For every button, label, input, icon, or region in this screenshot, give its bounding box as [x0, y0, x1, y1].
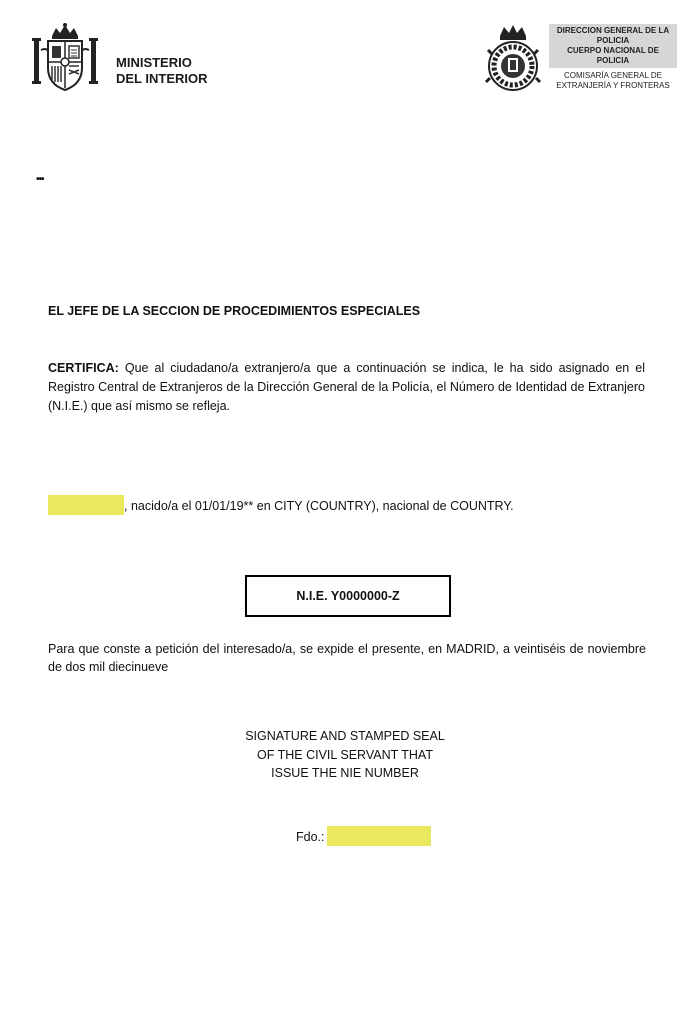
agency-line-2: POLICIA	[596, 36, 630, 45]
petition-paragraph: Para que conste a petición del interesado/a, se expide el presente, en MADRID, a veintiséis de noviembre de dos mil diecinueve	[48, 642, 646, 674]
ministry-line-2: DEL INTERIOR	[116, 71, 208, 86]
certifica-label: CERTIFICA:	[48, 361, 119, 375]
agency-sub-line-2: EXTRANJERÍA Y FRONTERAS	[556, 81, 670, 90]
signed-by-line	[296, 829, 431, 846]
agency-sub-line-1: COMISARÍA GENERAL DE	[564, 71, 662, 80]
reference-dots: •••	[36, 174, 44, 185]
birth-text: , nacido/a el 01/01/19** en CITY (COUNTRY), nacional de COUNTRY.	[124, 499, 514, 513]
fdo-label: Fdo.:	[296, 829, 325, 844]
redacted-signer-highlight	[327, 826, 431, 846]
certification-paragraph	[48, 359, 645, 416]
signature-line-3: ISSUE THE NIE NUMBER	[271, 766, 419, 780]
birth-details	[48, 497, 514, 515]
police-badge-icon	[484, 24, 542, 92]
nie-number-box	[245, 575, 451, 617]
agency-line-3: CUERPO NACIONAL DE	[567, 46, 659, 55]
signature-block	[200, 727, 490, 783]
signature-line-2: OF THE CIVIL SERVANT THAT	[257, 747, 433, 762]
certifica-text: Que al ciudadano/a extranjero/a que a continuación se indica, le ha sido asignado en el Registro Central de Extranjeros de la Dirección General de la Policía, el Número de Identidad de Extranjero (N.I.E.) que así mismo se refleja.	[48, 361, 645, 413]
agency-line-4: POLICIA	[596, 56, 630, 65]
agency-shaded-box	[549, 24, 677, 68]
agency-subtitle	[549, 71, 677, 91]
ministry-title	[116, 55, 208, 87]
chief-title: EL JEFE DE LA SECCION DE PROCEDIMIENTOS ESPECIALES	[48, 304, 421, 318]
agency-block	[549, 24, 677, 91]
nie-number: N.I.E. Y0000000-Z	[296, 589, 400, 603]
agency-line-1: DIRECCION GENERAL DE LA	[556, 26, 670, 35]
redacted-name-highlight	[48, 495, 124, 515]
coat-of-arms-icon	[30, 22, 100, 94]
ministry-line-1: MINISTERIO	[116, 55, 192, 70]
signature-line-1: SIGNATURE AND STAMPED SEAL	[245, 729, 445, 743]
